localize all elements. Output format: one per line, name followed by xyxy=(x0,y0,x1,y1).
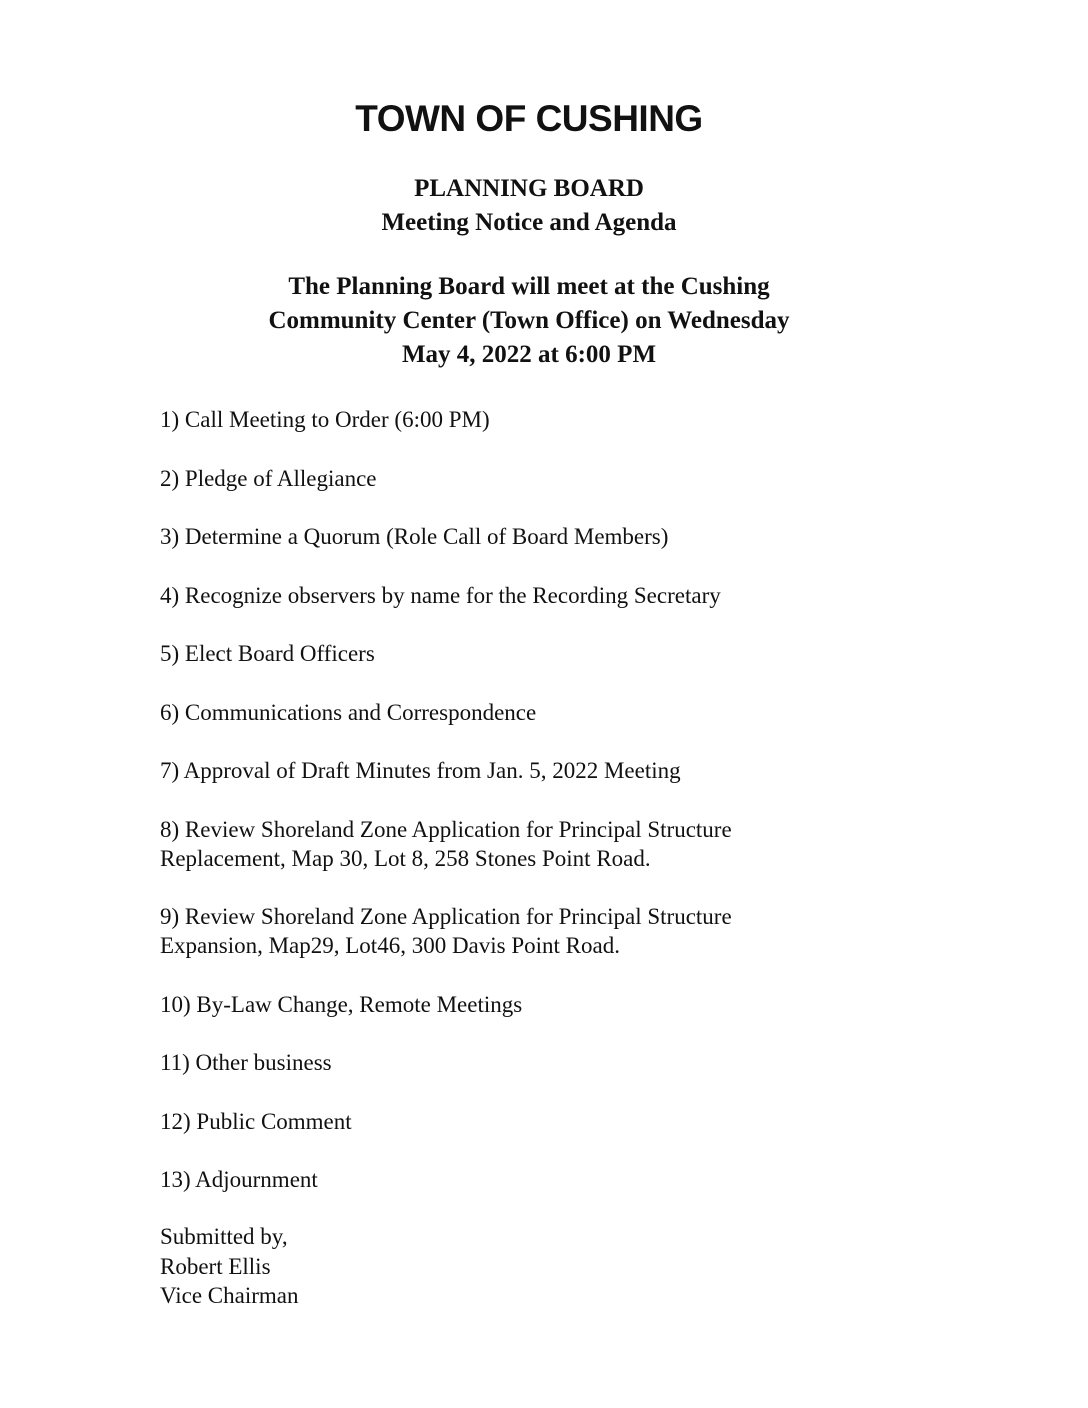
agenda-item-text: 8) Review Shoreland Zone Application for Principal Structure xyxy=(160,816,732,842)
agenda-item-text-continued: Replacement, Map 30, Lot 8, 258 Stones Point Road. xyxy=(160,845,651,871)
submitted-by-label: Submitted by, xyxy=(160,1224,288,1249)
agenda-item xyxy=(160,1048,880,1077)
agenda-item xyxy=(160,464,880,493)
agenda-item xyxy=(160,522,880,551)
agenda-item-text: 7) Approval of Draft Minutes from Jan. 5, 2022 Meeting xyxy=(160,758,681,783)
agenda-item xyxy=(160,756,880,785)
agenda-item-text: 1) Call Meeting to Order (6:00 PM) xyxy=(160,407,490,432)
notice-line: May 4, 2022 at 6:00 PM xyxy=(401,341,657,368)
agenda-item-text: 12) Public Comment xyxy=(160,1108,352,1134)
agenda-list xyxy=(160,405,880,1224)
agenda-item xyxy=(160,1165,880,1194)
signer-role: Vice Chairman xyxy=(160,1283,299,1308)
board-name: PLANNING BOARD xyxy=(414,175,644,202)
agenda-item-text: 13) Adjournment xyxy=(160,1167,318,1192)
agenda-item xyxy=(160,639,880,668)
agenda-item-text-continued: Expansion, Map29, Lot46, 300 Davis Point Road. xyxy=(160,933,620,958)
agenda-item-text: 10) By-Law Change, Remote Meetings xyxy=(160,991,523,1017)
agenda-item-text: 2) Pledge of Allegiance xyxy=(160,465,377,491)
agenda-item xyxy=(160,698,880,727)
notice-line: Community Center (Town Office) on Wednesday xyxy=(268,307,790,334)
agenda-item xyxy=(160,1107,880,1136)
document-title: TOWN OF CUSHING xyxy=(355,98,703,139)
agenda-item-text: 3) Determine a Quorum (Role Call of Board Members) xyxy=(160,524,669,549)
agenda-item-text: 5) Elect Board Officers xyxy=(160,641,375,666)
agenda-item-text: 9) Review Shoreland Zone Application for Principal Structure xyxy=(160,904,732,929)
board-heading xyxy=(0,172,1058,240)
agenda-item xyxy=(160,815,880,873)
agenda-item xyxy=(160,902,880,960)
agenda-item xyxy=(160,581,880,610)
agenda-item-text: 4) Recognize observers by name for the Recording Secretary xyxy=(160,582,721,608)
agenda-item-text: 6) Communications and Correspondence xyxy=(160,699,537,725)
signature-block xyxy=(160,1222,298,1311)
notice-line: The Planning Board will meet at the Cushing xyxy=(288,273,770,300)
agenda-item-text: 11) Other business xyxy=(160,1050,332,1075)
agenda-item xyxy=(160,405,880,434)
document-subtitle: Meeting Notice and Agenda xyxy=(381,209,677,236)
agenda-item xyxy=(160,990,880,1019)
meeting-notice xyxy=(0,270,1058,372)
signer-name: Robert Ellis xyxy=(160,1253,271,1279)
